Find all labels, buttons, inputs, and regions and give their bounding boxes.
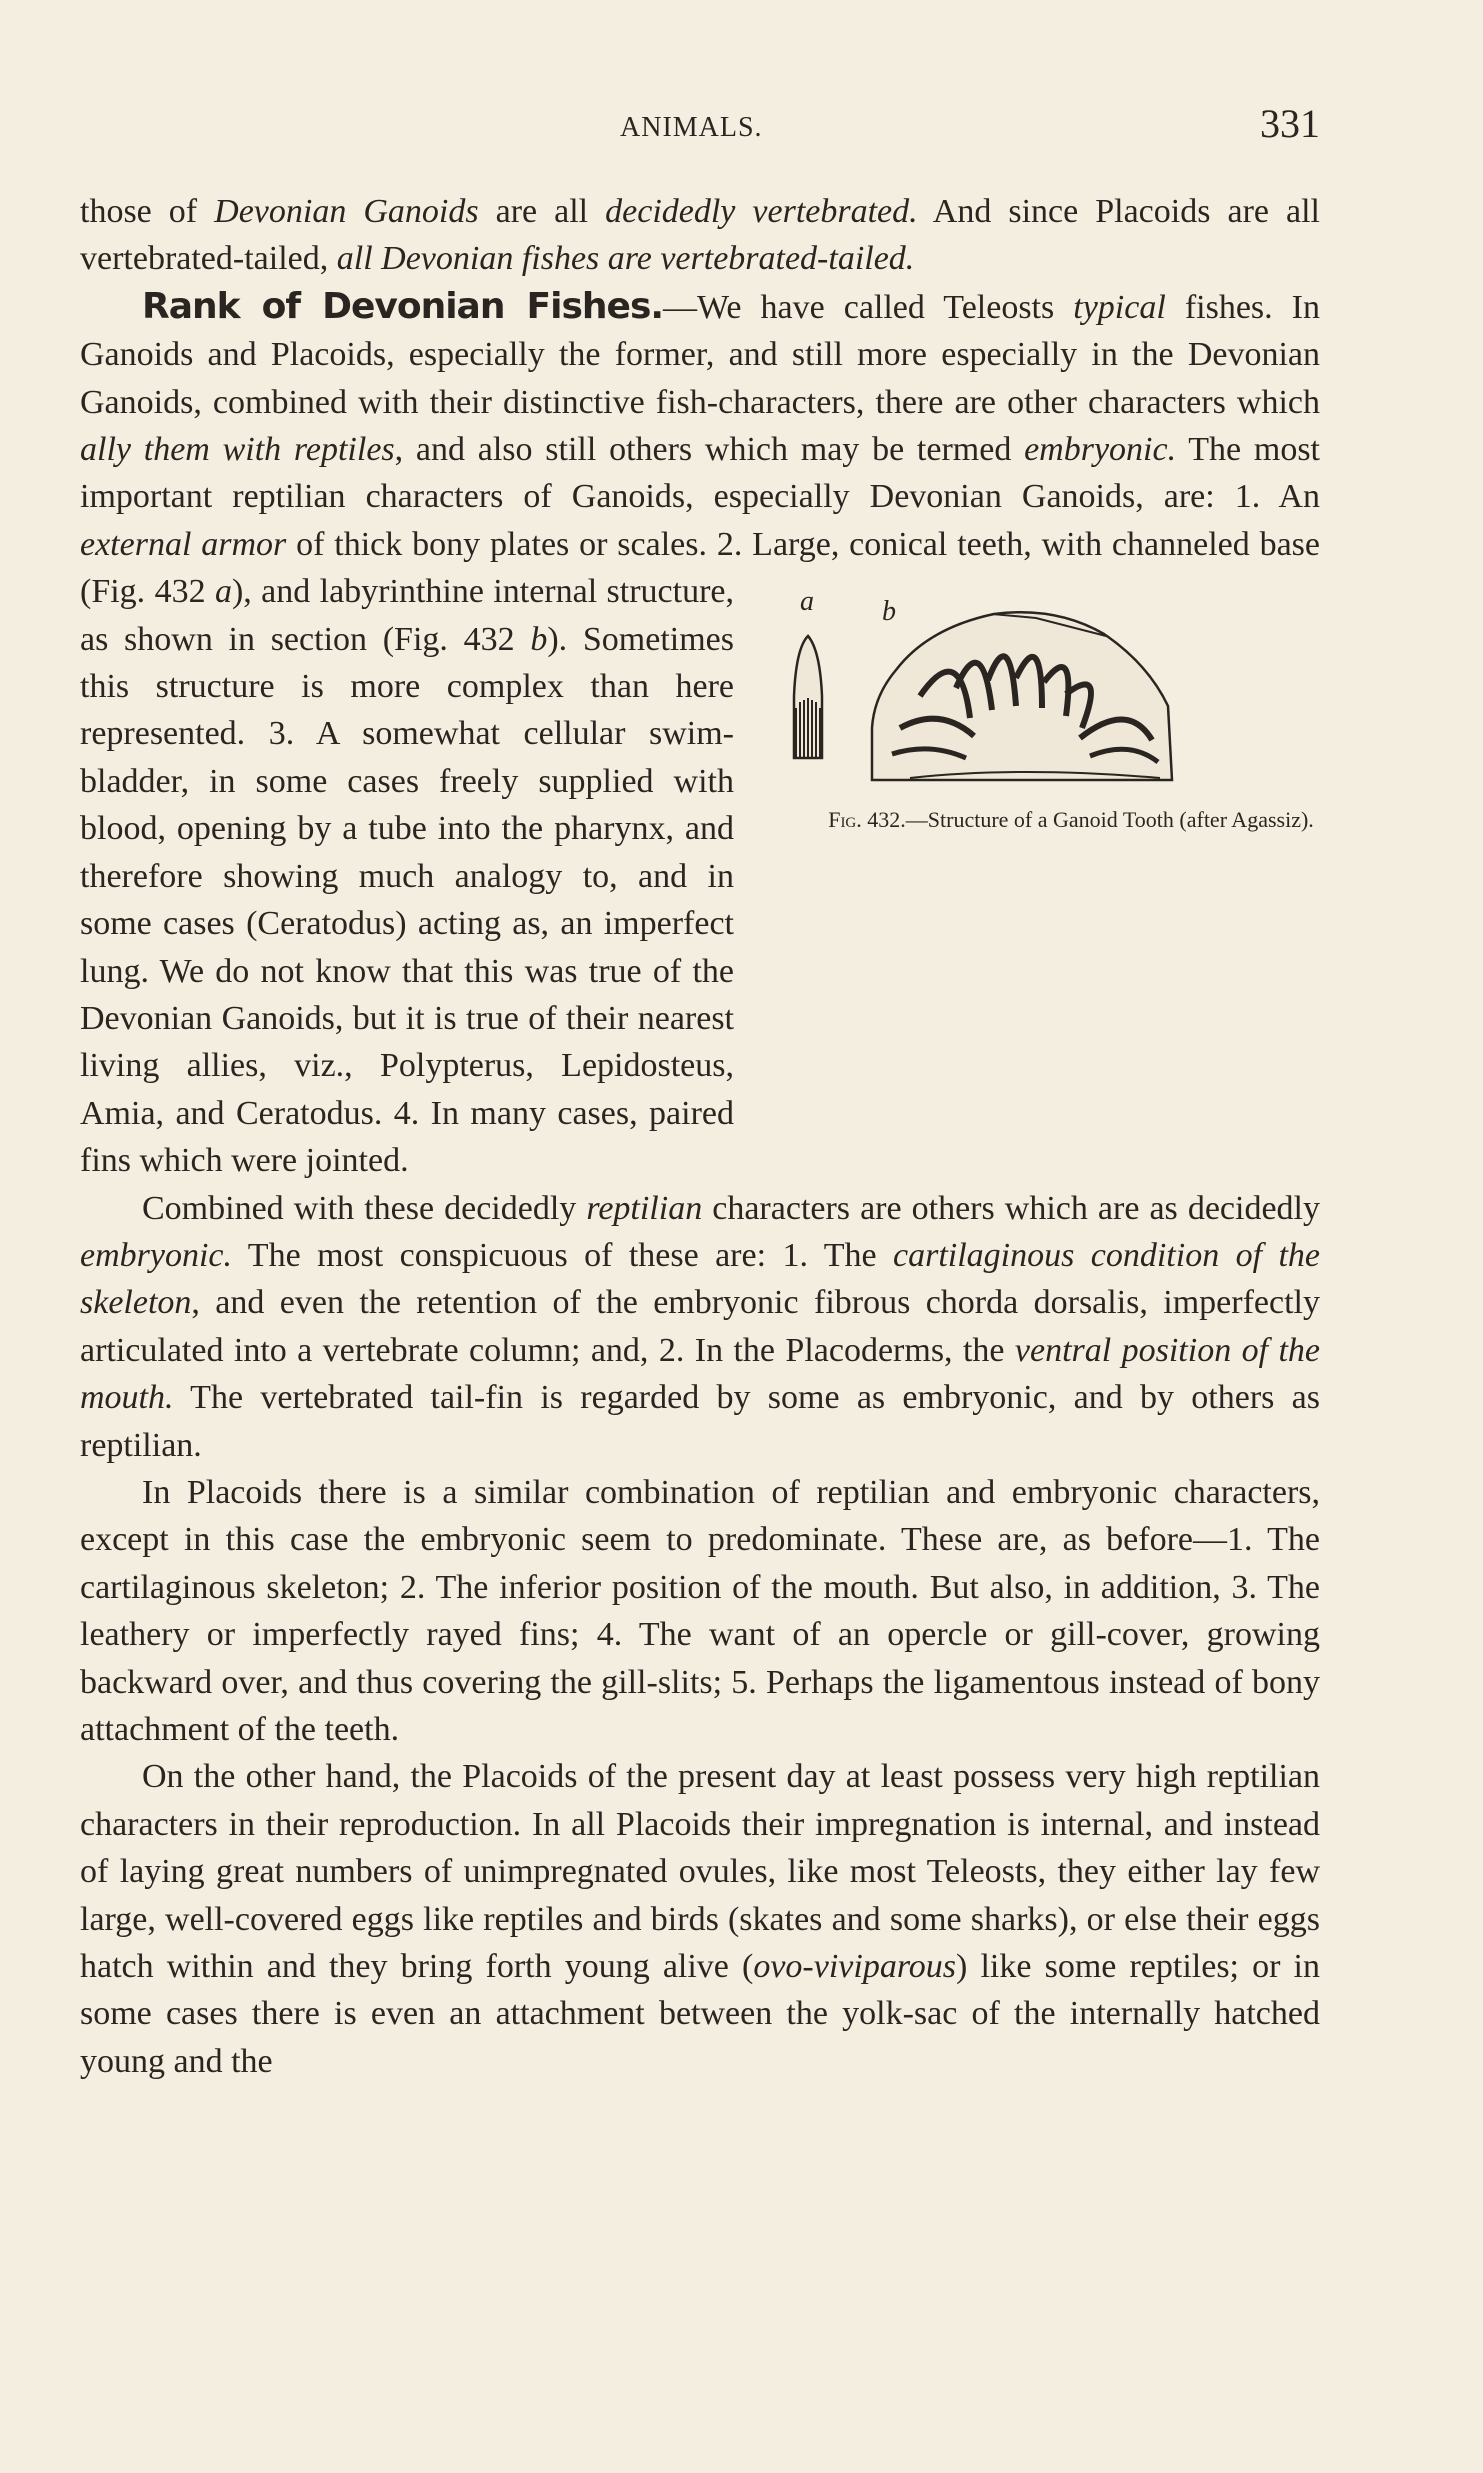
text-run: The most important reptilian characters of Ganoids, especially Devonian Ganoids, are: 1. An — [80, 431, 1320, 516]
tooth-a-drawing — [794, 636, 822, 758]
paragraph-1 — [80, 188, 1320, 283]
text-run: —We have called Teleosts — [663, 288, 1074, 326]
paragraph-3 — [80, 1185, 1320, 1469]
text-run: And since Placoids are all vertebrated-tailed, — [80, 193, 1320, 278]
figure-caption-text: —Structure of a Ganoid Tooth (after Agassiz). — [905, 807, 1314, 833]
italic-run: ovo-viviparous — [753, 1948, 957, 1986]
italic-run: reptilian — [586, 1189, 703, 1227]
text-run: ), and labyrinthine internal structure, as shown in section (Fig. 432 — [80, 573, 734, 658]
italic-run: typical — [1073, 288, 1166, 326]
text-run: are all — [478, 193, 606, 230]
italic-run: ally them with reptiles — [80, 431, 395, 469]
text-run: , and even the retention of the embryonic fibrous chorda dorsalis, imperfectly articulated into a vertebrate column; and, 2. In the Placoderms, the — [80, 1284, 1320, 1369]
italic-run: embryonic. — [80, 1236, 233, 1274]
italic-run: a — [214, 573, 232, 611]
figure-caption — [760, 806, 1320, 834]
paragraph-2 — [80, 283, 1320, 1185]
italic-run: all Devonian fishes are vertebrated-tailed. — [336, 240, 915, 278]
text-run: On the other hand, the Placoids of the present day at least possess very high reptilian characters in their reproduction. In all Placoids their impregnation is internal, and instead of laying great numbers of unimpregnated ovules, like most Teleosts, they either lay few large, well-covered eggs like reptiles and birds (skates and some sharks), or else their eggs hatch within and they bring forth young alive ( — [80, 1758, 1320, 1986]
text-run: of thick bony plates or scales. 2. Large, conical teeth, with channeled base (Fig. 432 — [80, 525, 1320, 611]
italic-run: Devonian Ganoids — [214, 193, 479, 230]
italic-run: cartilaginous condition of the skeleton — [80, 1236, 1320, 1322]
figure-caption-number: Fig. 432. — [828, 807, 906, 833]
text-run: Combined with these decidedly — [142, 1189, 587, 1227]
text-run: ) like some reptiles; or in some cases there is even an attachment between the yolk-sac of the internally hatched young and the — [80, 1948, 1320, 2080]
italic-run: embryonic. — [1024, 431, 1177, 469]
italic-run: ventral position of the mouth. — [80, 1331, 1320, 1417]
ganoid-tooth-illustration — [760, 578, 1320, 808]
text-run: those of — [80, 193, 215, 230]
text-run: characters are others which are as decidedly — [702, 1189, 1321, 1227]
text-run: The most conspicuous of these are: 1. The — [232, 1236, 894, 1274]
paragraph-4 — [80, 1469, 1320, 1753]
italic-run: external armor — [80, 525, 287, 563]
figure-432 — [760, 568, 1320, 1108]
italic-run: decidedly vertebrated. — [605, 193, 918, 230]
text-run: ). Sometimes this structure is more complex than here represented. 3. A somewhat cellular swim-bladder, in some cases freely supplied with blood, opening by a tube into the pharynx, and therefore showing much analogy to, and in some cases (Ceratodus) acting as, an imperfect lung. We do not know that this was true of the Devonian Ganoids, but it is true of their nearest living allies, viz., Polypterus, Lepidosteus, Amia, and Ceratodus. 4. In many cases, paired fins which were jointed. — [80, 620, 734, 1180]
figure-label-b: b — [882, 596, 896, 628]
page-header — [80, 100, 1320, 160]
tooth-b-section-drawing — [872, 612, 1172, 780]
figure-label-a: a — [800, 586, 814, 618]
text-run: The vertebrated tail-fin is regarded by some as embryonic, and by others as reptilian. — [80, 1379, 1320, 1464]
page-number: 331 — [1260, 101, 1320, 146]
running-head: ANIMALS. — [620, 112, 763, 143]
italic-run: b — [530, 620, 548, 658]
text-run: fishes. In Ganoids and Placoids, especially the former, and still more especially in the Devonian Ganoids, combined with their distinctive fish-characters, there are other characters which — [80, 288, 1320, 421]
text-run: In Placoids there is a similar combination of reptilian and embryonic characters, except in this case the embryonic seem to predominate. These are, as before—1. The cartilaginous skeleton; 2. The inferior position of the mouth. But also, in addition, 3. The leathery or imperfectly rayed fins; 4. The want of an opercle or gill-cover, growing backward over, and thus covering the gill-slits; 5. Perhaps the ligamentous instead of bony attachment of the teeth. — [80, 1473, 1320, 1748]
text-run: , and also still others which may be termed — [394, 431, 1025, 469]
section-heading: Rank of Devonian Fishes. — [142, 285, 664, 327]
body-text — [80, 188, 1320, 2085]
paragraph-5 — [80, 1753, 1320, 2085]
